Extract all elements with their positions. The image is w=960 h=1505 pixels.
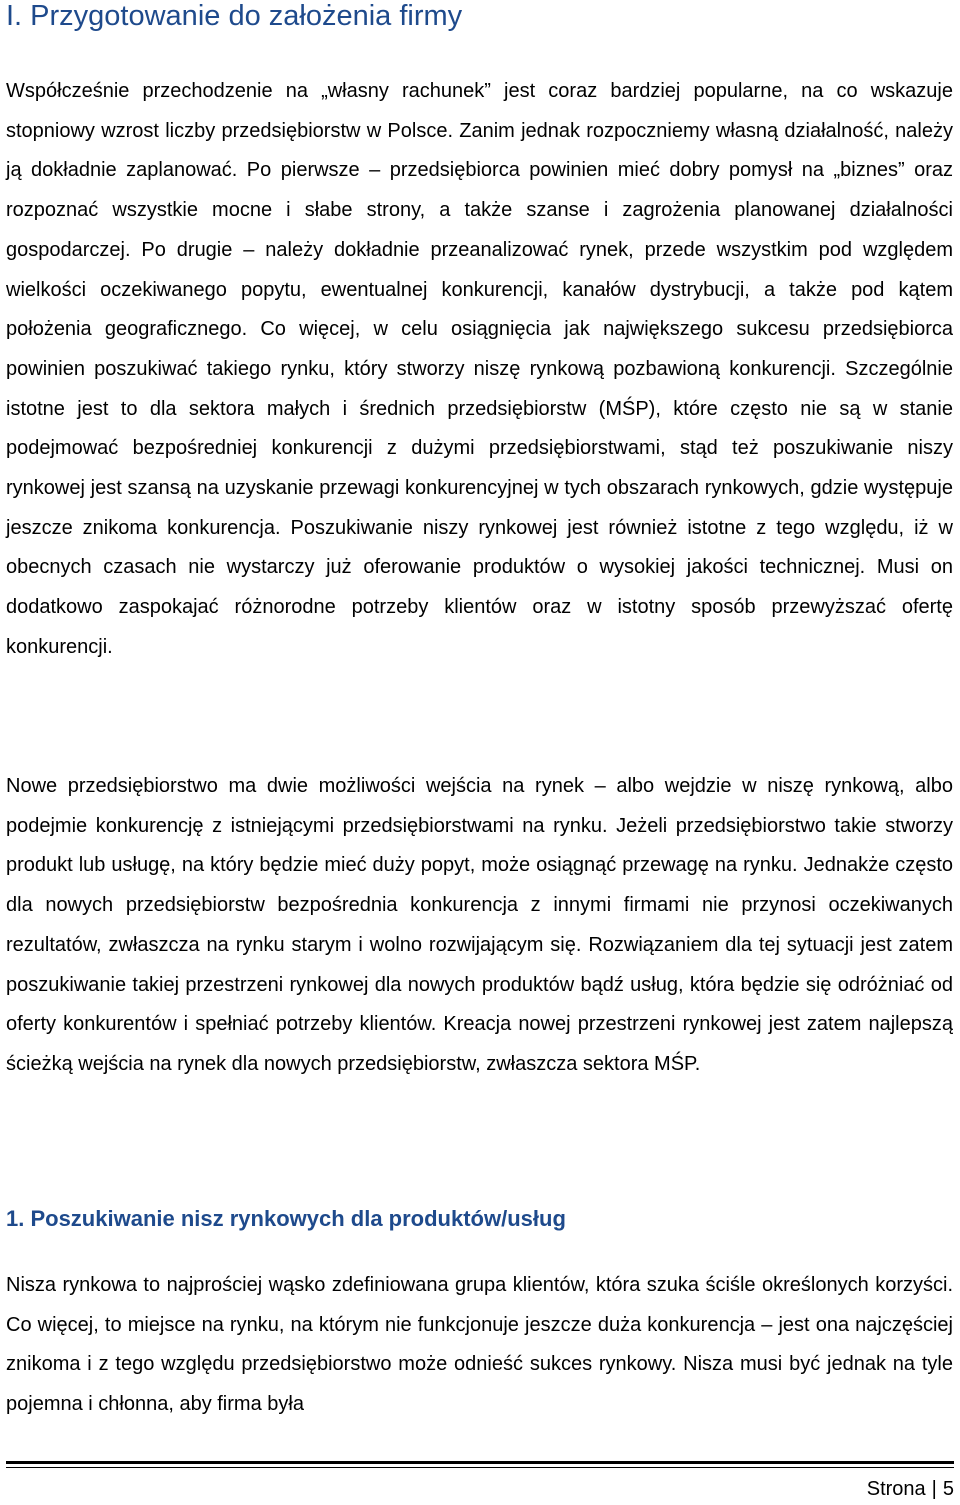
footer-rule-thin xyxy=(6,1467,954,1468)
page-label: Strona xyxy=(866,1478,926,1500)
paragraph-3: Nisza rynkowa to najprościej wąsko zdefiniowana grupa klientów, która szuka ściśle określonych korzyści. Co więcej, to miejsce na rynku, na którym nie funkcjonuje jeszcze duża konkurencja – jest ona najczęściej znikoma i z tego względu przedsiębiorstwo może odnieść sukces rynkowy. Nisza musi być jednak na tyle pojemna i chłonna, aby firma była xyxy=(6,1274,953,1416)
page-number: 5 xyxy=(942,1478,954,1500)
page-footer xyxy=(867,1474,954,1504)
paragraph-2: Nowe przedsiębiorstwo ma dwie możliwości wejścia na rynek – albo wejdzie w niszę rynkową, albo podejmie konkurencję z istniejącymi przedsiębiorstwami na rynku. Jeżeli przedsiębiorstwo takie stworzy produkt lub usługę, na który będzie mieć duży popyt, może osiągnąć przewagę na rynku. Jednakże często dla nowych przedsiębiorstw bezpośrednia konkurencja z innymi firmami nie przynosi oczekiwanych rezultatów, zwłaszcza na rynku starym i wolno rozwijającym się. Rozwiązaniem dla tej sytuacji jest zatem poszukiwanie takiej przestrzeni rynkowej dla nowych produktów bądź usług, która będzie się odróżniać od oferty konkurentów i spełniać potrzeby klientów. Kreacja nowej przestrzeni rynkowej jest zatem najlepszą ścieżką wejścia na rynek dla nowych przedsiębiorstw, zwłaszcza sektora MŚP. xyxy=(6,775,953,1075)
section-heading: 1. Poszukiwanie nisz rynkowych dla produktów/usług xyxy=(6,1206,566,1231)
footer-rule-thick xyxy=(6,1461,954,1464)
footer-separator: | xyxy=(931,1478,937,1500)
paragraph-1: Współcześnie przechodzenie na „własny rachunek” jest coraz bardziej popularne, na co wskazuje stopniowy wzrost liczby przedsiębiorstw w Polsce. Zanim jednak rozpoczniemy własną działalność, należy ją dokładnie zaplanować. Po pierwsze – przedsiębiorca powinien mieć dobry pomysł na „biznes” oraz rozpoznać wszystkie mocne i słabe strony, a także szanse i zagrożenia planowanej działalności gospodarczej. Po drugie – należy dokładnie przeanalizować rynek, przede wszystkim pod względem wielkości oczekiwanego popytu, ewentualnej konkurencji, kanałów dystrybucji, a także pod kątem położenia geograficznego. Co więcej, w celu osiągnięcia jak największego sukcesu przedsiębiorca powinien poszukiwać takiego rynku, który stworzy niszę rynkową pozbawioną konkurencji. Szczególnie istotne jest to dla sektora małych i średnich przedsiębiorstw (MŚP), które często nie są w stanie podejmować bezpośredniej konkurencji z dużymi przedsiębiorstwami, stąd też poszukiwanie niszy rynkowej jest szansą na uzyskanie przewagi konkurencyjnej w tych obszarach rynkowych, gdzie występuje jeszcze znikoma konkurencja. Poszukiwanie niszy rynkowej jest również istotne z tego względu, iż w obecnych czasach nie wystarczy już oferowanie produktów o wysokiej jakości technicznej. Musi on dodatkowo zaspokajać różnorodne potrzeby klientów oraz w istotny sposób przewyższać ofertę konkurencji. xyxy=(6,80,953,658)
chapter-title: I. Przygotowanie do założenia firmy xyxy=(6,0,463,32)
